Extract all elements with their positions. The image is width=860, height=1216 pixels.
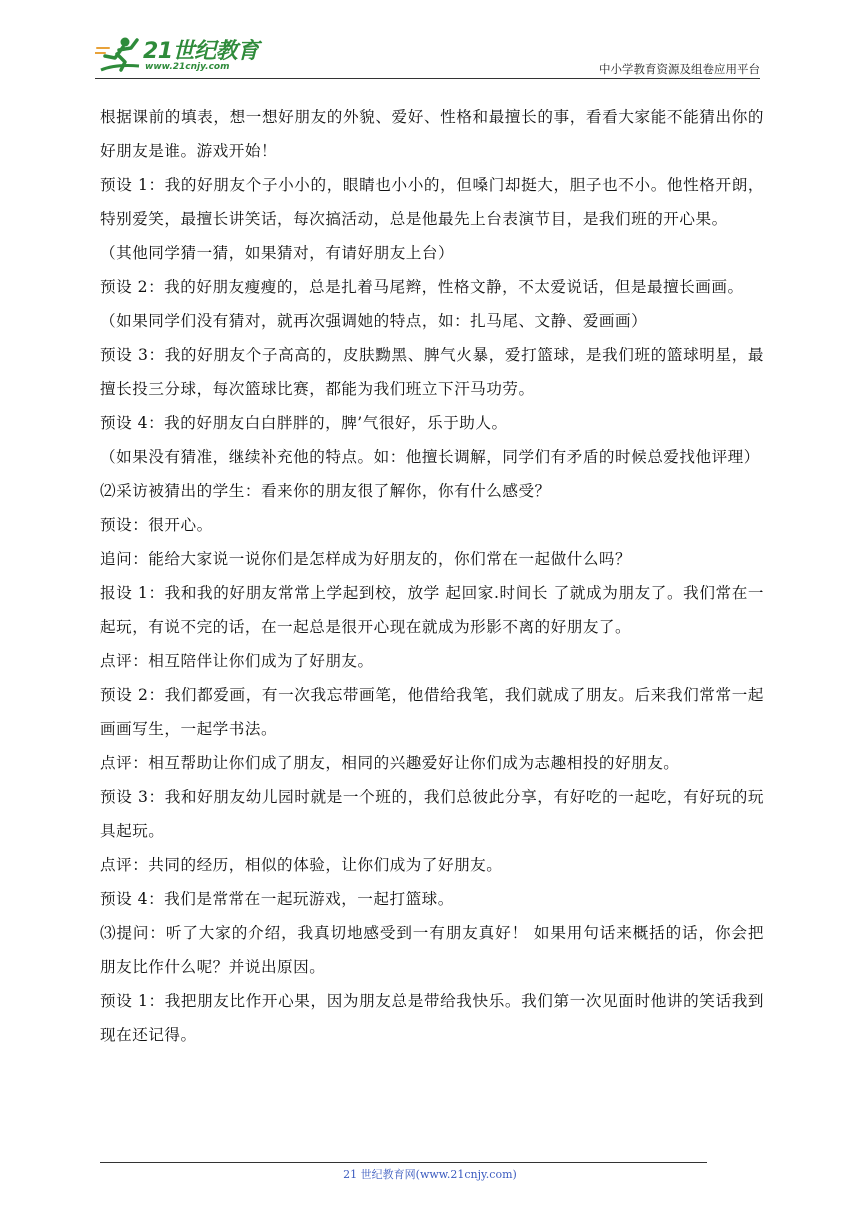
logo-text: 21世纪教育 bbox=[143, 39, 259, 64]
paragraph: 预设 3：我的好朋友个子高高的，皮肤黝黑、脾气火暴，爱打篮球，是我们班的篮球明星，最擅长投三分球，每次篮球比赛，都能为我们班立下汗马功劳。 bbox=[100, 346, 764, 398]
page-header bbox=[95, 30, 760, 80]
paragraph: 报设 1：我和我的好朋友常常上学起到校，放学 起回家.时间长 了就成为朋友了。我们常在一起玩，有说不完的话，在一起总是很开心现在就成为形影不离的好朋友了。 bbox=[100, 584, 764, 636]
paragraph: ⑵采访被猜出的学生：看来你的朋友很了解你，你有什么感受？ bbox=[100, 482, 551, 500]
paragraph: 点评：相互陪伴让你们成为了好朋友。 bbox=[100, 652, 374, 670]
paragraph: （如果没有猜准，继续补充他的特点。如：他擅长调解，同学们有矛盾的时候总爱找他评理） bbox=[100, 448, 760, 466]
paragraph: 预设 1：我把朋友比作开心果，因为朋友总是带给我快乐。我们第一次见面时他讲的笑话我到现在还记得。 bbox=[100, 992, 764, 1044]
paragraph: 点评：共同的经历，相似的体验，让你们成为了好朋友。 bbox=[100, 856, 503, 874]
platform-name: 中小学教育资源及组卷应用平台 bbox=[599, 62, 760, 76]
paragraph: 预设 1：我的好朋友个子小小的，眼睛也小小的，但嗓门却挺大，胆子也不小。他性格开朗，特别爱笑，最擅长讲笑话，每次搞活动，总是他最先上台表演节目，是我们班的开心果。 bbox=[100, 176, 764, 228]
paragraph: ⑶提问：听了大家的介绍，我真切地感受到一有朋友真好！ 如果用句话来概括的话，你会把朋友比作什么呢？并说出原因。 bbox=[100, 924, 764, 976]
paragraph: 预设 2：我的好朋友瘦瘦的，总是扎着马尾辫，性格文静，不太爱说话，但是最擅长画画。 bbox=[100, 278, 744, 296]
paragraph: 追问：能给大家说一说你们是怎样成为好朋友的，你们常在一起做什么吗？ bbox=[100, 550, 632, 568]
document-body bbox=[100, 100, 764, 1052]
logo-url: www.21cnjy.com bbox=[145, 62, 230, 72]
paragraph: 根据课前的填表，想一想好朋友的外貌、爱好、性格和最擅长的事，看看大家能不能猜出你的好朋友是谁。游戏开始！ bbox=[100, 108, 764, 160]
paragraph: （其他同学猜一猜，如果猜对，有请好朋友上台） bbox=[100, 244, 455, 262]
header-divider bbox=[95, 78, 760, 79]
paragraph: 预设：很开心。 bbox=[100, 516, 213, 534]
paragraph: 预设 4：我们是常常在一起玩游戏，一起打篮球。 bbox=[100, 890, 454, 908]
page-footer: 21 世纪教育网(www.21cnjy.com) bbox=[343, 1168, 517, 1181]
paragraph: 预设 3：我和好朋友幼儿园时就是一个班的，我们总彼此分享，有好吃的一起吃，有好玩的玩具起玩。 bbox=[100, 788, 764, 840]
footer-divider bbox=[100, 1162, 707, 1163]
runner-logo-icon bbox=[95, 34, 145, 76]
paragraph: 预设 2：我们都爱画，有一次我忘带画笔，他借给我笔，我们就成了朋友。后来我们常常一起画画写生，一起学书法。 bbox=[100, 686, 764, 738]
site-logo bbox=[95, 34, 270, 76]
paragraph: 点评：相互帮助让你们成了朋友，相同的兴趣爱好让你们成为志趣相投的好朋友。 bbox=[100, 754, 680, 772]
paragraph: 预设 4：我的好朋友白白胖胖的，脾’气很好，乐于助人。 bbox=[100, 414, 508, 432]
paragraph: （如果同学们没有猜对，就再次强调她的特点，如：扎马尾、文静、爱画画） bbox=[100, 312, 648, 330]
